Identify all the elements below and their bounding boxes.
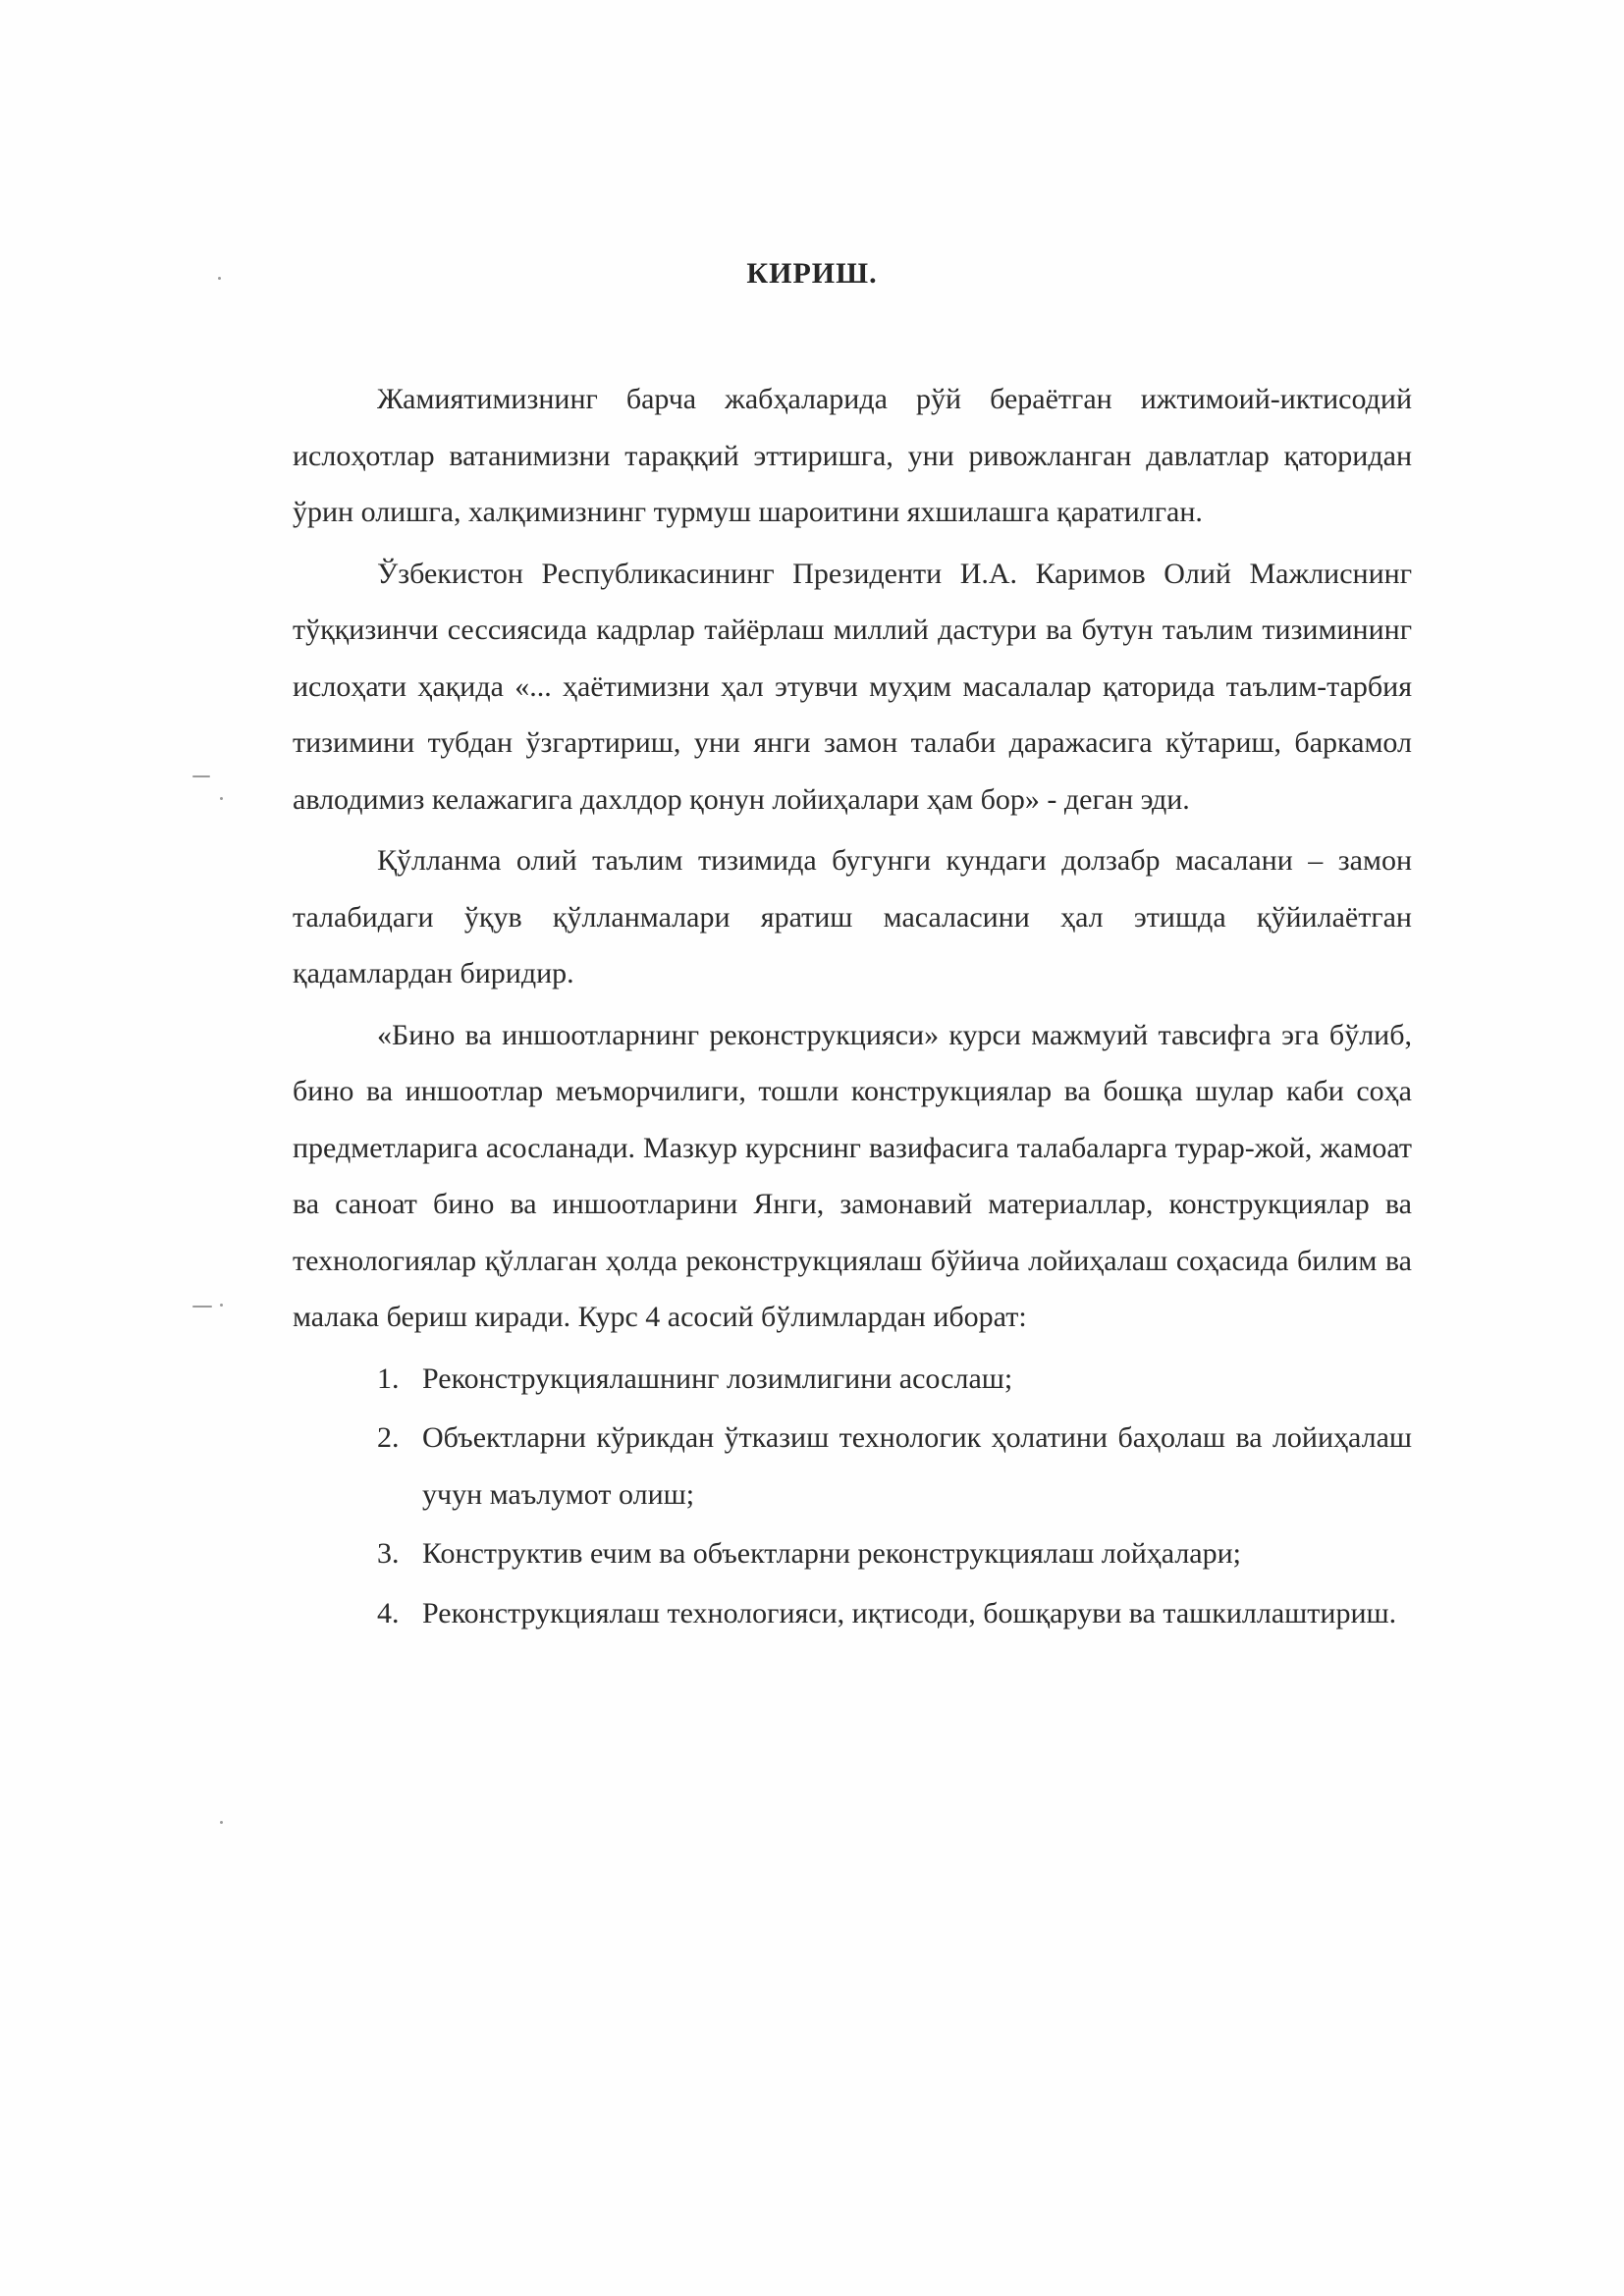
list-item (293, 1351, 1412, 1408)
list-item-text: Реконструкциялаш технологияси, иқтисоди, бошқаруви ва ташкиллаштириш. (422, 1596, 1397, 1629)
scan-speck (192, 775, 210, 777)
list-item-text: Объектларни кўрикдан ўтказиш технологик ҳолатини баҳолаш ва лойиҳалаш учун маълумот олиш; (422, 1421, 1412, 1511)
scan-speck (220, 797, 223, 800)
list-item-text: Реконструкциялашнинг лозимлигини асослаш; (422, 1362, 1013, 1395)
paragraph-4: «Бино ва иншоотларнинг реконструкцияси» курси мажмуий тавсифга эга бўлиб, бино ва иншоотлар меъморчилиги, тошли конструкциялар ва бошқа шулар каби соҳа предметларига асосланади. Мазкур курснинг вазифасига талабаларга турар-жой, жамоат ва саноат бино ва иншоотларини Янги, замонавий материаллар, конструкциялар ва технологиялар қўллаган ҳолда реконструкциялаш бўйича лойиҳалаш соҳасида билим ва малака бериш киради. Курс 4 асосий бўлимлардан иборат: (293, 1018, 1412, 1333)
section-list (293, 1351, 1412, 1642)
list-item-number: 3. (377, 1537, 400, 1570)
paragraph-2: Ўзбекистон Республикасининг Президенти И.А. Каримов Олий Мажлиснинг тўққизинчи сессиясида кадрлар тайёрлаш миллий дастури ва бутун таълим тизимининг ислоҳати ҳақида «... ҳаётимизни ҳал этувчи муҳим масалалар қаторида таълим-тарбия тизимини тубдан ўзгартириш, уни янги замон талаби даражасига кўтариш, баркамол авлодимиз келажагига дахлдор қонун лойиҳалари ҳам бор» - деган эди. (293, 557, 1412, 816)
scan-speck (220, 1821, 223, 1824)
list-item-number: 1. (377, 1362, 400, 1395)
document-body (293, 371, 1412, 1644)
scan-speck (192, 1306, 212, 1308)
scan-speck (218, 277, 221, 280)
list-item-text: Конструктив ечим ва объектларни реконструкциялаш лойҳалари; (422, 1537, 1242, 1570)
scan-speck (220, 1304, 223, 1307)
list-item (293, 1585, 1412, 1642)
list-item (293, 1525, 1412, 1582)
list-item-number: 4. (377, 1596, 400, 1629)
paragraph-1: Жамиятимизнинг барча жабҳаларида рўй бераётган ижтимоий-иктисодий ислоҳотлар ватанимизни тараққий эттиришга, уни ривожланган давлатлар қаторидан ўрин олишга, халқимизнинг турмуш шароитини яхшилашга қаратилган. (293, 383, 1412, 528)
list-item (293, 1410, 1412, 1522)
paragraph-3: Қўлланма олий таълим тизимида бугунги кундаги долзабр масалани – замон талабидаги ўқув қўлланмалари яратиш масаласини ҳал этишда қўйилаётган қадамлардан биридир. (293, 844, 1412, 989)
page-heading: КИРИШ. (746, 257, 878, 290)
list-item-number: 2. (377, 1421, 400, 1454)
